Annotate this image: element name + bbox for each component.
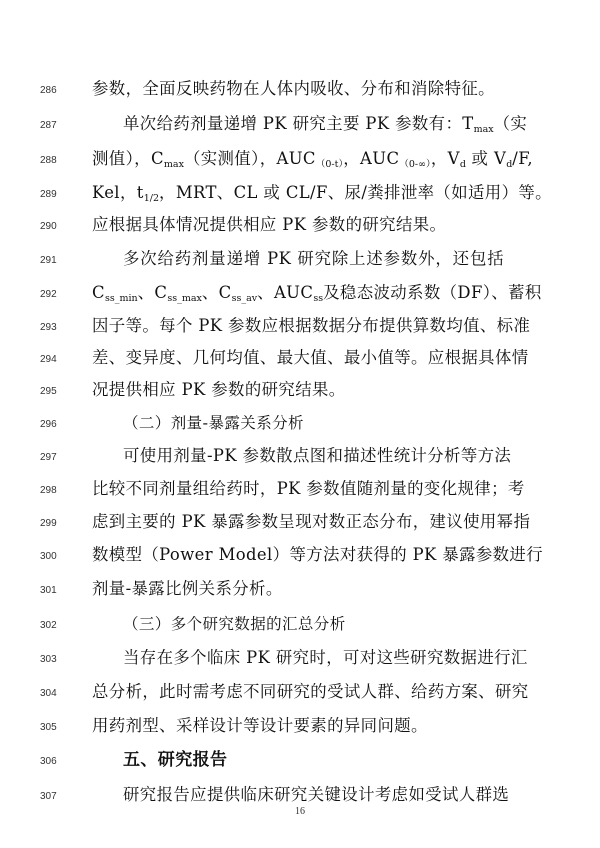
text-run: 参数，全面反映药物在人体内吸收、分布和消除特征。 [92, 79, 495, 98]
subscript: ss_max [167, 293, 202, 304]
subscript: max [163, 159, 184, 170]
text-line [0, 474, 600, 504]
text-line [0, 278, 600, 308]
text-run: 用药剂型、采样设计等设计要素的异同问题。 [92, 716, 428, 735]
text-run: 总分析，此时需考虑不同研究的受试人群、给药方案、研究 [92, 682, 529, 701]
line-text [92, 311, 531, 341]
text-run: 研究报告应提供临床研究关键设计考虑如受试人群选 [123, 785, 510, 804]
line-text [92, 711, 504, 741]
line-number: 305 [40, 722, 57, 733]
text-run: 五、研究报告 [123, 750, 228, 770]
text-run: 因子等。每个 PK 参数应根据数据分布提供算数均值、标准 [92, 316, 531, 335]
line-text [123, 441, 512, 471]
subscript: （0-∞） [399, 159, 431, 170]
line-text [92, 278, 542, 314]
line-number: 295 [40, 386, 57, 397]
text-run: C [92, 283, 105, 302]
text-line [0, 178, 600, 208]
line-number: 290 [40, 221, 57, 232]
line-number: 298 [40, 485, 57, 496]
text-run: 剂量-暴露比例关系分析。 [92, 579, 283, 598]
line-number: 297 [40, 452, 57, 463]
line-number: 304 [40, 688, 57, 699]
text-run: 虑到主要的 PK 暴露参数呈现对数正态分布，建议使用幂指 [92, 512, 531, 531]
text-run: 差、变异度、几何均值、最大值、最小值等。应根据具体情 [92, 348, 529, 367]
subscript: ss [313, 293, 324, 304]
line-number: 286 [40, 85, 57, 96]
text-run: 当存在多个临床 PK 研究时，可对这些研究数据进行汇 [123, 648, 528, 667]
text-run: 数模型（Power Model）等方法对获得的 PK 暴露参数进行 [92, 545, 544, 564]
line-number: 287 [40, 120, 57, 131]
line-number: 289 [40, 189, 57, 200]
text-run: 、C [137, 283, 168, 302]
line-number: 288 [40, 155, 57, 166]
line-number: 306 [40, 756, 57, 767]
line-number: 296 [40, 419, 57, 430]
line-text [92, 74, 504, 104]
text-line [0, 311, 600, 341]
line-number: 299 [40, 518, 57, 529]
text-line [0, 375, 600, 405]
text-line [0, 643, 600, 673]
line-text [92, 677, 529, 707]
line-number: 291 [40, 255, 57, 266]
text-line [0, 609, 600, 639]
section-heading [123, 609, 504, 639]
line-text [92, 178, 552, 214]
text-line [0, 507, 600, 537]
subscript: ss_min [104, 293, 138, 304]
text-line [0, 210, 600, 240]
text-run: 、C [201, 283, 232, 302]
text-run: Kel，t [92, 183, 144, 202]
line-text [92, 144, 534, 180]
text-run: ，AUC [343, 149, 400, 168]
line-text [123, 109, 528, 145]
text-run: 单次给药剂量递增 PK 研究主要 PK 参数有：T [123, 114, 474, 133]
text-run: 多次给药剂量递增 PK 研究除上述参数外，还包括 [123, 249, 504, 268]
text-run: 比较不同剂量组给药时，PK 参数值随剂量的变化规律；考 [92, 479, 525, 498]
text-run: 或 V [465, 149, 507, 168]
line-text [92, 474, 525, 504]
text-run: /F, [512, 149, 534, 168]
text-run: 应根据具体情况提供相应 PK 参数的研究结果。 [92, 215, 447, 234]
text-run: 及稳态波动系数（DF）、蓄积 [323, 283, 542, 302]
text-run: 测值），C [92, 149, 164, 168]
line-number: 293 [40, 322, 57, 333]
subscript: max [473, 124, 494, 135]
text-line [0, 711, 600, 741]
line-text [92, 540, 544, 570]
line-text [123, 244, 504, 274]
line-text [92, 574, 504, 604]
text-run: （三）多个研究数据的汇总分析 [123, 615, 346, 633]
text-line [0, 745, 600, 775]
text-run: （实 [493, 114, 528, 133]
text-line [0, 677, 600, 707]
text-run: ，V [430, 149, 460, 168]
text-run: 况提供相应 PK 参数的研究结果。 [92, 380, 346, 399]
line-text [92, 343, 529, 373]
text-line [0, 441, 600, 471]
text-line [0, 144, 600, 174]
subscript: d [506, 159, 513, 170]
text-line [0, 343, 600, 373]
subscript: 1/2 [143, 193, 160, 204]
subscript: ss_av [231, 293, 258, 304]
line-text [123, 643, 528, 673]
line-number: 301 [40, 585, 57, 596]
text-run: （实测值），AUC [183, 149, 316, 168]
chapter-heading [123, 745, 504, 775]
subscript: （0-t） [315, 159, 344, 170]
line-number: 303 [40, 654, 57, 665]
line-number: 307 [40, 791, 57, 802]
text-run: （二）剂量-暴露关系分析 [123, 414, 304, 432]
page-number: 16 [295, 806, 305, 817]
line-number: 292 [40, 289, 57, 300]
line-text [92, 375, 504, 405]
text-run: ，MRT、CL 或 CL/F、尿/粪排泄率（如适用）等。 [159, 183, 552, 202]
text-line [0, 74, 600, 104]
subscript: d [459, 159, 466, 170]
text-line [0, 574, 600, 604]
line-text [92, 210, 504, 240]
text-line [0, 408, 600, 438]
text-line [0, 109, 600, 139]
text-run: 可使用剂量-PK 参数散点图和描述性统计分析等方法 [123, 446, 512, 465]
line-text [92, 507, 531, 537]
line-number: 302 [40, 620, 57, 631]
text-run: 、AUC [257, 283, 314, 302]
text-line [0, 244, 600, 274]
line-number: 300 [40, 551, 57, 562]
line-number: 294 [40, 354, 57, 365]
text-line [0, 540, 600, 570]
section-heading [123, 408, 504, 438]
